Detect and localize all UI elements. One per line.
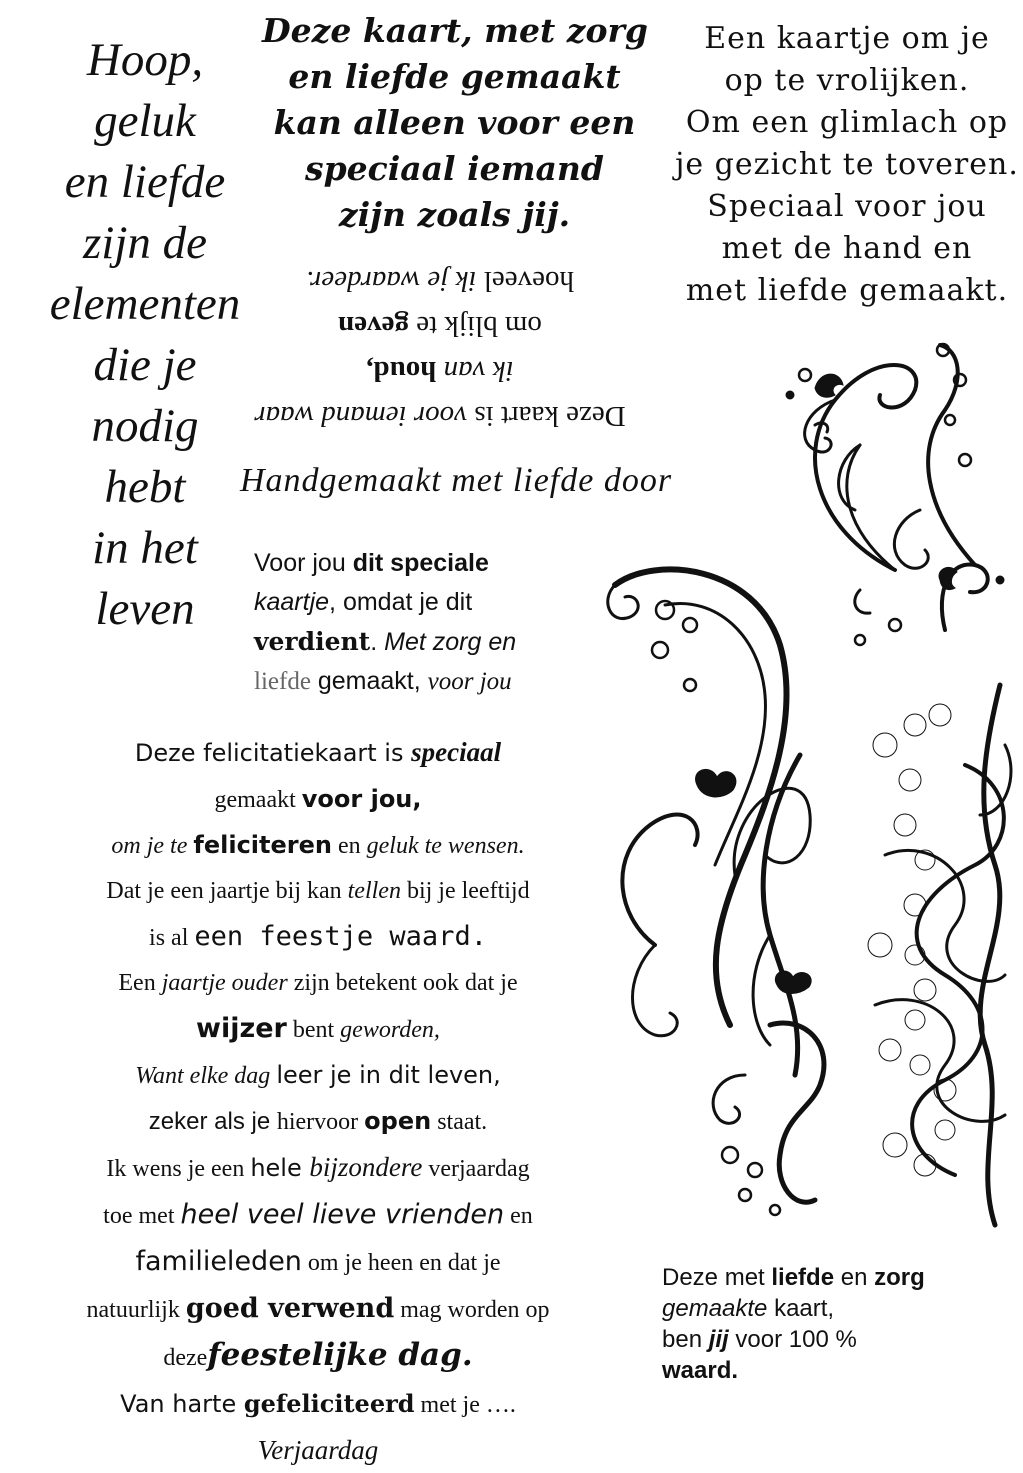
- text-run: hoeveel: [476, 265, 574, 297]
- text-run: leer je in dit leven,: [276, 1061, 501, 1089]
- text-run: zorg: [874, 1264, 925, 1291]
- hoop-line: leven: [95, 583, 195, 635]
- text-run: voor iemand waar: [254, 400, 468, 432]
- text-run: met je ….: [414, 1392, 516, 1418]
- hoop-line: in het: [92, 522, 198, 574]
- upside-line: [230, 393, 650, 438]
- kaartje-line: Om een glimlach op: [685, 105, 1009, 140]
- zorg-line: speciaal iemand: [305, 149, 604, 188]
- felicitatie-line: [28, 730, 608, 777]
- text-run: hiervoor: [276, 1109, 365, 1135]
- text-run: Voor jou: [254, 549, 353, 577]
- text-run: jaartje ouder: [161, 970, 288, 996]
- text-run: om blijk te: [408, 310, 542, 342]
- text-run: Want elke dag: [135, 1063, 277, 1089]
- text-run: Dat je een jaartje bij kan: [106, 878, 348, 904]
- text-run: Met zorg en: [384, 628, 517, 656]
- felicitatie-line: [28, 1333, 608, 1381]
- felicitatie-line: [28, 961, 608, 1006]
- felicitatie-line: [28, 869, 608, 914]
- text-run: gemaakt,: [310, 667, 428, 695]
- felicitatie-line: [28, 1053, 608, 1099]
- text-run: ben: [662, 1326, 709, 1353]
- hoop-line: elementen: [49, 278, 241, 330]
- felicitatie-line: [28, 1145, 608, 1192]
- text-run: heel veel lieve vrienden: [180, 1199, 505, 1230]
- text-run: Van harte: [120, 1390, 244, 1418]
- text-run: mag worden op: [394, 1297, 550, 1323]
- zorg-line: en liefde gemaakt: [288, 57, 621, 96]
- voorjou-line: [254, 544, 574, 583]
- text-run: geven: [338, 310, 409, 342]
- upside-line: [230, 348, 650, 393]
- text-run: jij: [708, 1326, 729, 1353]
- text-run: toe met: [103, 1203, 181, 1229]
- text-run: houd,: [366, 355, 437, 387]
- text-run: familieleden: [135, 1246, 302, 1277]
- liefdezorg-line: [662, 1262, 1022, 1293]
- zorg-line: Deze kaart, met zorg: [262, 11, 648, 50]
- text-run: bij je leeftijd: [400, 878, 530, 904]
- text-run: feestelijke dag.: [207, 1337, 473, 1373]
- text-run: voor 100 %: [728, 1326, 857, 1353]
- felicitatie-line: [28, 1006, 608, 1053]
- text-run: staat.: [431, 1109, 488, 1135]
- text-run: Deze kaart is: [467, 400, 626, 432]
- text-run: en: [834, 1264, 875, 1291]
- text-run: ik je waardeer.: [306, 265, 477, 297]
- hoop-line: die je: [93, 339, 197, 391]
- text-run: Ik wens je een: [106, 1156, 251, 1182]
- liefdezorg-line: [662, 1324, 1022, 1355]
- text-run: om je heen en dat je: [301, 1250, 501, 1276]
- liefde-zorg-block: [662, 1262, 1022, 1386]
- text-run: Deze felicitatiekaart is: [134, 739, 412, 767]
- felicitatie-block: [28, 730, 608, 1473]
- text-run: dit speciale: [352, 549, 489, 577]
- text-run: gemaakte: [662, 1295, 768, 1322]
- hoop-line: hebt: [104, 461, 186, 513]
- upside-down-text-block: [230, 258, 650, 438]
- text-run: liefde: [771, 1264, 835, 1291]
- text-run: zijn betekent ook dat je: [287, 970, 518, 996]
- handgemaakt-line: Handgemaakt met liefde door: [240, 462, 673, 499]
- deze-kaart-zorg-block: [262, 8, 647, 238]
- text-run: is al: [149, 925, 195, 951]
- upside-line: [230, 303, 650, 348]
- kaartje-line: je gezicht te toveren.: [675, 147, 1019, 182]
- text-run: geluk te wensen.: [366, 833, 525, 859]
- upside-line: [230, 258, 650, 303]
- voorjou-line: [254, 622, 574, 662]
- kaartje-line: met liefde gemaakt.: [685, 273, 1009, 308]
- felicitatie-line: [28, 1428, 608, 1473]
- text-run: voor jou: [427, 668, 512, 695]
- text-run: geworden,: [340, 1017, 440, 1043]
- text-run: zeker als je: [148, 1108, 277, 1135]
- kaartje-line: Een kaartje om je: [704, 21, 990, 56]
- text-run: .: [370, 628, 385, 656]
- text-run: Verjaardag: [257, 1435, 379, 1465]
- swirl-border-ornament: [595, 555, 840, 1220]
- text-run: deze: [163, 1345, 208, 1371]
- text-run: wijzer: [196, 1013, 287, 1044]
- text-run: bent: [286, 1017, 341, 1043]
- voorjou-line: [254, 662, 574, 701]
- text-run: een feestje waard.: [194, 921, 487, 952]
- felicitatie-line: [28, 1239, 608, 1286]
- liefdezorg-line: [662, 1355, 1022, 1386]
- text-run: feliciteren: [193, 831, 332, 859]
- text-run: bijzondere: [309, 1152, 423, 1182]
- text-run: en: [331, 833, 367, 859]
- text-run: waard.: [662, 1357, 739, 1384]
- zorg-line: zijn zoals jij.: [338, 195, 571, 234]
- text-run: goed verwend: [185, 1293, 395, 1324]
- text-run: ik van: [436, 355, 514, 387]
- text-run: speciaal: [411, 737, 502, 767]
- text-run: verdient: [254, 627, 371, 656]
- felicitatie-line: [28, 1192, 608, 1239]
- text-run: en: [504, 1203, 533, 1229]
- text-run: Deze met: [662, 1264, 772, 1291]
- kaartje-line: op te vrolijken.: [724, 63, 970, 98]
- hoop-line: zijn de: [82, 217, 208, 269]
- een-kaartje-block: [672, 18, 1022, 312]
- felicitatie-line: [28, 823, 608, 869]
- felicitatie-line: [28, 914, 608, 961]
- hoop-line: geluk: [94, 95, 196, 147]
- text-run: kaartje: [254, 588, 330, 616]
- kaartje-line: met de hand en: [721, 231, 973, 266]
- text-run: om je te: [111, 833, 194, 859]
- text-run: natuurlijk: [86, 1297, 186, 1323]
- kaartje-line: Speciaal voor jou: [707, 189, 987, 224]
- hoop-line: Hoop,: [86, 34, 204, 86]
- hoop-line: nodig: [91, 400, 199, 452]
- flower-border-ornament: [855, 685, 1020, 1250]
- felicitatie-line: [28, 1381, 608, 1428]
- text-run: Een: [118, 970, 162, 996]
- voor-jou-block: [254, 544, 574, 701]
- voorjou-line: [254, 583, 574, 622]
- text-run: verjaardag: [422, 1156, 530, 1182]
- hoop-text-block: [40, 30, 250, 640]
- felicitatie-line: [28, 777, 608, 823]
- text-run: , omdat je dit: [329, 588, 473, 616]
- liefdezorg-line: [662, 1293, 1022, 1324]
- text-run: kaart,: [767, 1295, 835, 1322]
- zorg-line: kan alleen voor een: [273, 103, 636, 142]
- text-run: hele: [250, 1154, 310, 1182]
- text-run: gemaakt: [214, 787, 302, 813]
- felicitatie-line: [28, 1099, 608, 1145]
- hoop-line: en liefde: [64, 156, 226, 208]
- text-run: gefeliciteerd: [243, 1389, 415, 1418]
- text-run: voor jou,: [301, 785, 422, 813]
- text-run: open: [364, 1107, 432, 1135]
- text-run: tellen: [347, 878, 401, 904]
- text-run: liefde: [254, 668, 311, 695]
- felicitatie-line: [28, 1286, 608, 1333]
